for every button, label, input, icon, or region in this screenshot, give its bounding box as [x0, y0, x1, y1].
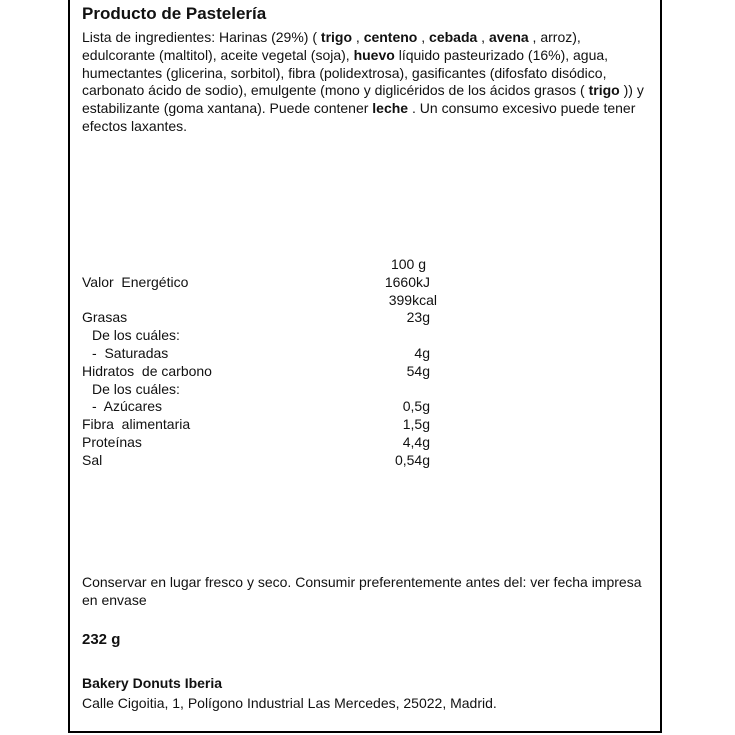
- nutrition-row: [82, 434, 502, 452]
- product-title: Producto de Pastelería: [82, 4, 267, 23]
- company-name: Bakery Donuts Iberia: [82, 675, 223, 691]
- nutrient-value: 0,54g: [394, 451, 430, 468]
- nutrient-value: 23g: [406, 309, 430, 326]
- nutrition-row: [82, 381, 502, 399]
- nutrition-row: [82, 363, 502, 381]
- allergen-text: trigo: [320, 29, 353, 45]
- nutrient-value: 1,5g: [402, 416, 430, 433]
- nutrient-label: Proteínas: [82, 433, 142, 450]
- allergen-text: trigo: [588, 82, 620, 99]
- nutrient-value: 4g: [414, 344, 430, 361]
- nutrient-value: 54g: [406, 362, 430, 379]
- nutrient-label: - Azúcares: [92, 398, 163, 415]
- ingredients-list: [82, 29, 657, 136]
- nutrient-value: 1660kJ: [384, 273, 430, 290]
- nutrition-row: [82, 345, 502, 363]
- nutrient-label: Valor Energético: [82, 273, 189, 290]
- nutrition-header-row: [82, 256, 502, 274]
- nutrition-table: [82, 256, 502, 470]
- product-label: [68, 0, 662, 733]
- nutrient-label: De los cuáles:: [92, 380, 180, 397]
- nutrient-label: Grasas: [82, 309, 128, 326]
- nutrient-label: De los cuáles:: [92, 327, 180, 344]
- allergen-text: centeno: [363, 29, 418, 45]
- allergen-text: cebada: [429, 29, 478, 45]
- nutrition-per-100g-header: 100 g: [390, 256, 426, 272]
- ingredient-text: ,: [477, 29, 489, 45]
- nutrient-label: Sal: [82, 451, 103, 468]
- ingredient-text: Lista de ingredientes: Harinas (29%) (: [82, 29, 321, 45]
- nutrition-row: [82, 309, 502, 327]
- nutrient-value: 4,4g: [402, 433, 430, 450]
- nutrient-value: 399kcal: [388, 291, 437, 308]
- nutrient-label: - Saturadas: [92, 344, 169, 361]
- nutrition-row: [82, 327, 502, 345]
- nutrition-row: [82, 416, 502, 434]
- nutrition-row: [82, 274, 502, 292]
- ingredient-text: ,: [352, 29, 364, 45]
- ingredient-text: )) y estabilizante (goma xantana). Puede contener: [82, 82, 644, 117]
- allergen-text: huevo: [353, 46, 395, 63]
- ingredient-text: líquido pasteurizado (16%), agua, humectantes (glicerina, sorbitol), fibra (polidextrosa), gasificantes (difosfato disódico, carbonato ácido de sodio), emulgente (mono y diglicéridos de los ácidos grasos (: [82, 46, 609, 99]
- net-weight: 232 g: [82, 631, 121, 648]
- ingredient-text: . Un consumo excesivo puede tener efectos laxantes.: [82, 100, 636, 134]
- nutrition-row: [82, 452, 502, 470]
- ingredient-text: ,: [417, 29, 430, 45]
- nutrition-row: [82, 292, 502, 310]
- allergen-text: avena: [488, 29, 529, 45]
- company-address: Calle Cigoitia, 1, Polígono Industrial Las Mercedes, 25022, Madrid.: [82, 695, 497, 711]
- nutrient-label: Hidratos de carbono: [82, 362, 212, 379]
- nutrient-label: Fibra alimentaria: [82, 416, 191, 433]
- nutrient-value: 0,5g: [402, 398, 430, 415]
- storage-instructions: Conservar en lugar fresco y seco. Consumir preferentemente antes del: ver fecha impresa en envase: [82, 574, 642, 608]
- nutrition-row: [82, 398, 502, 416]
- allergen-text: leche: [372, 100, 409, 117]
- ingredient-text: , arroz), edulcorante (maltitol), aceite vegetal (soja),: [82, 29, 581, 63]
